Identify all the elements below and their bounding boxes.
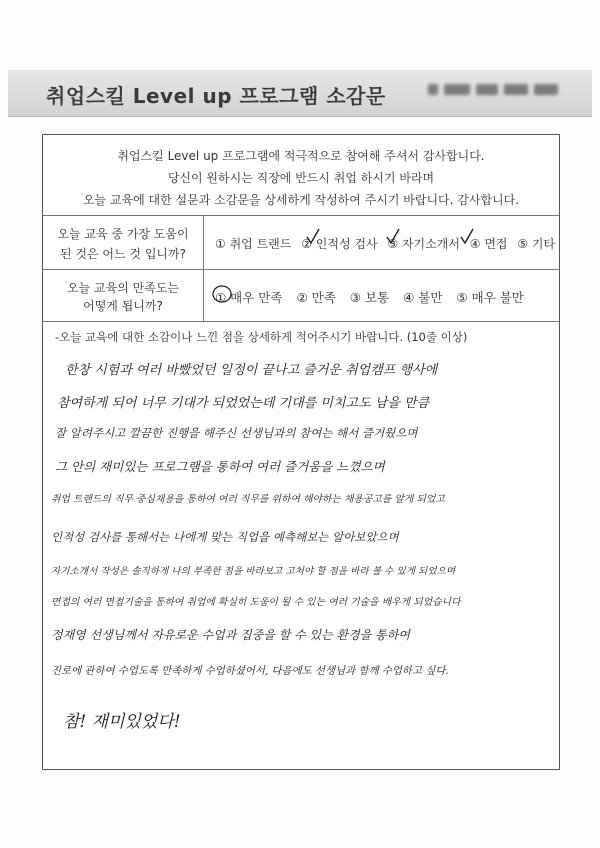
essay-line-10: 진로에 관하여 수업도록 만족하게 수업하셨어서, 다음에도 선생님과 함께 수업하고 싶다.: [51, 665, 449, 677]
redaction-blur: [504, 84, 528, 95]
title-banner: [8, 70, 592, 117]
q2-option-4[interactable]: ④ 불만: [403, 290, 443, 305]
essay-line-7: 자기소개서 작성은 솔직하게 나의 부족한 점을 바라보고 고쳐야 할 점을 바라 볼 수 있게 되었으며: [51, 566, 456, 577]
page-title: 취업스킬 Level up 프로그램 소감문: [46, 84, 386, 108]
essay-line-5: 취업 트랜드의 직무 중심채용을 통하여 여러 직무를 위하여 해야하는 채용공고를 알게 되었고: [51, 494, 445, 505]
q1-option-1[interactable]: ① 취업 트랜드: [215, 237, 292, 251]
q2-option-5[interactable]: ⑤ 매우 불만: [456, 290, 524, 305]
intro-line-3: 오늘 교육에 대한 설문과 소감문을 상세하게 작성하여 주시기 바랍니다. 감사합니다.: [82, 193, 520, 207]
q2-option-3[interactable]: ③ 보통: [349, 290, 390, 305]
essay-line-2: 참여하게 되어 너무 기대가 되었었는데 기대를 미치고도 남을 만큼: [57, 396, 430, 411]
intro-line-1: 취업스킬 Level up 프로그램에 적극적으로 참여해 주셔서 감사합니다.: [117, 149, 485, 163]
redaction-blur: [428, 84, 438, 95]
essay-line-1: 한창 시험과 여러 바빴었던 일정이 끝나고 즐거운 취업캠프 행사에: [65, 363, 438, 378]
essay-prompt: -오늘 교육에 대한 소감이나 느낀 점을 상세하게 적어주시기 바랍니다. (10줄 이상): [55, 330, 468, 344]
q1-option-5[interactable]: ⑤ 기타: [517, 237, 556, 251]
q1-option-4[interactable]: ④ 면접: [469, 237, 508, 251]
q2-option-1[interactable]: ① 매우 만족: [215, 290, 283, 305]
essay-line-9: 정재영 선생님께서 자유로운 수업과 집중을 할 수 있는 환경을 통하여: [51, 628, 410, 642]
q1-option-2[interactable]: ② 인적성 검사: [301, 237, 378, 251]
redacted-text: [428, 84, 558, 98]
question-2-label-line-1: 오늘 교육의 만족도는: [67, 281, 179, 295]
survey-form: [42, 134, 560, 770]
intro-line-2: 당신이 원하시는 직장에 반드시 취업 하시기 바라며: [167, 171, 435, 185]
redaction-blur: [444, 84, 470, 95]
handwritten-essay[interactable]: [43, 135, 559, 769]
question-2-label-line-2: 어떻게 됩니까?: [83, 299, 163, 313]
essay-line-4: 그 안의 재미있는 프로그램을 통하여 여러 즐거움을 느꼈으며: [55, 459, 385, 474]
essay-line-3: 잘 알려주시고 깔끔한 진행을 해주신 선생님과의 참여는 해서 즐거웠으며: [55, 426, 418, 440]
essay-line-11: 참! 재미있었다!: [63, 712, 181, 732]
q1-option-3[interactable]: ③ 자기소개서: [387, 237, 460, 251]
essay-line-6: 인적성 검사를 통해서는 나에게 맞는 직업을 예측해보는 알아보았으며: [51, 530, 399, 544]
redaction-blur: [534, 84, 558, 95]
redaction-blur: [476, 84, 498, 95]
essay-line-8: 면접의 여러 면접기술을 통하여 취업에 확실히 도움이 될 수 있는 여러 기술을 배우게 되었습니다: [51, 597, 461, 608]
question-1-label-line-1: 오늘 교육 중 가장 도움이: [57, 227, 189, 241]
question-1-label-line-2: 된 것은 어느 것 입니까?: [60, 247, 186, 261]
q2-option-2[interactable]: ② 만족: [296, 290, 336, 305]
